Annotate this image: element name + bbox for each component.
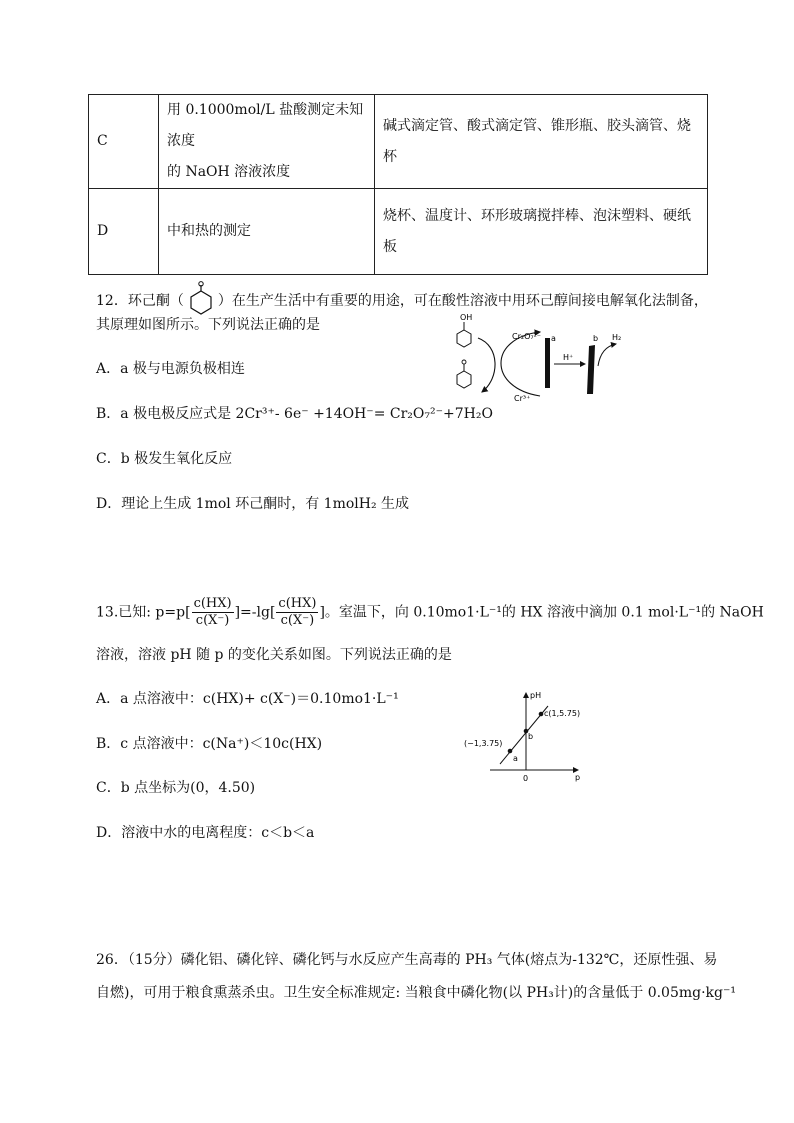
row-item: 用 0.1000mol/L 盐酸测定未知浓度 的 NaOH 溶液浓度 — [159, 95, 375, 189]
row-tools: 烧杯、温度计、环形玻璃搅拌棒、泡沫塑料、硬纸 板 — [375, 189, 708, 275]
fraction: $\frac{c(HX)}{c(X^-)}$ — [278, 596, 317, 628]
electrode-b — [587, 345, 595, 394]
q13-stem: 13.已知: p=p[ $\frac{c(HX)}{c(X^-)}$ ]=-lg[ $\frac{c(HX)}{c(X^-)}$ ]。室温下，向 0.10mo1·L⁻¹的 HX 溶液中滴加 0.1 mol·L⁻¹的 NaOH — [96, 596, 764, 628]
q12-option-b: B．a 极电极反应式是 2Cr³⁺- 6e⁻ +14OH⁻= Cr₂O₇²⁻+7H₂O — [96, 406, 493, 422]
ph-p-graph — [460, 688, 590, 788]
h2-label: H₂ — [612, 333, 622, 342]
dichromate-label: Cr₂O₇²⁻ — [512, 332, 542, 341]
point-c-label: c(1,5.75) — [544, 709, 581, 718]
q13-option-c: C．b 点坐标为(0，4.50) — [96, 780, 256, 796]
cyclohexanone-icon — [184, 281, 218, 317]
q26-line-1: 26．（15分）磷化铝、磷化锌、磷化钙与水反应产生高毒的 PH₃ 气体(熔点为-132℃，还原性强、易 — [96, 952, 718, 968]
q26-line-2: 自燃)，可用于粮食熏蒸杀虫。卫生安全标准规定: 当粮食中磷化物(以 PH₃计)的含量低于 0.05mg·kg⁻¹ — [96, 985, 736, 1001]
q12-stem: 12．环己酮（ ）在生产生活中有重要的用途，可在酸性溶液中用环己醇间接电解氧化法制备， — [96, 281, 708, 317]
q12-option-a: A．a 极与电源负极相连 — [96, 361, 245, 377]
q12-option-c: C．b 极发生氧化反应 — [96, 451, 233, 467]
h-plus-label: H⁺ — [563, 353, 574, 362]
options-table — [88, 94, 708, 275]
oh-label: OH — [460, 313, 473, 322]
row-item: 中和热的测定 — [159, 189, 375, 275]
point-a — [508, 749, 513, 754]
electrode-equation: 2Cr³⁺- 6e⁻ +14OH⁻= Cr₂O₇²⁻+7H₂O — [235, 406, 493, 422]
row-key: D — [89, 189, 159, 275]
electrode-a — [545, 338, 550, 388]
q13-stem-2: 溶液，溶液 pH 随 p 的变化关系如图。下列说法正确的是 — [96, 647, 452, 663]
q13-option-b: B．c 点溶液中：c(Na⁺)＜10c(HX) — [96, 736, 323, 752]
point-c — [539, 712, 544, 717]
q12-option-d: D．理论上生成 1mol 环己酮时，有 1molH₂ 生成 — [96, 496, 410, 512]
point-a-label: a — [513, 754, 518, 763]
fraction: $\frac{c(HX)}{c(X^-)}$ — [193, 596, 232, 628]
x-axis-label: p — [575, 773, 581, 782]
q13-option-a: A．a 点溶液中：c(HX)+ c(X⁻)＝0.10mo1·L⁻¹ — [96, 691, 399, 707]
electrode-b-label: b — [593, 334, 599, 343]
point-b-label: b — [528, 732, 534, 741]
point-a-coord-label: (−1,3.75) — [464, 739, 503, 748]
electrolysis-diagram — [448, 308, 638, 408]
table-row — [89, 95, 708, 189]
table-row — [89, 189, 708, 275]
cr3-label: Cr³⁺ — [514, 394, 531, 403]
origin-label: 0 — [523, 774, 529, 783]
q13-option-d: D．溶液中水的电离程度：c＜b＜a — [96, 825, 315, 841]
row-tools: 碱式滴定管、酸式滴定管、锥形瓶、胶头滴管、烧 杯 — [375, 95, 708, 189]
electrode-a-label: a — [551, 334, 556, 343]
y-axis-label: pH — [530, 691, 542, 700]
q12-stem-2: 其原理如图所示。下列说法正确的是 — [96, 317, 320, 333]
row-key: C — [89, 95, 159, 189]
